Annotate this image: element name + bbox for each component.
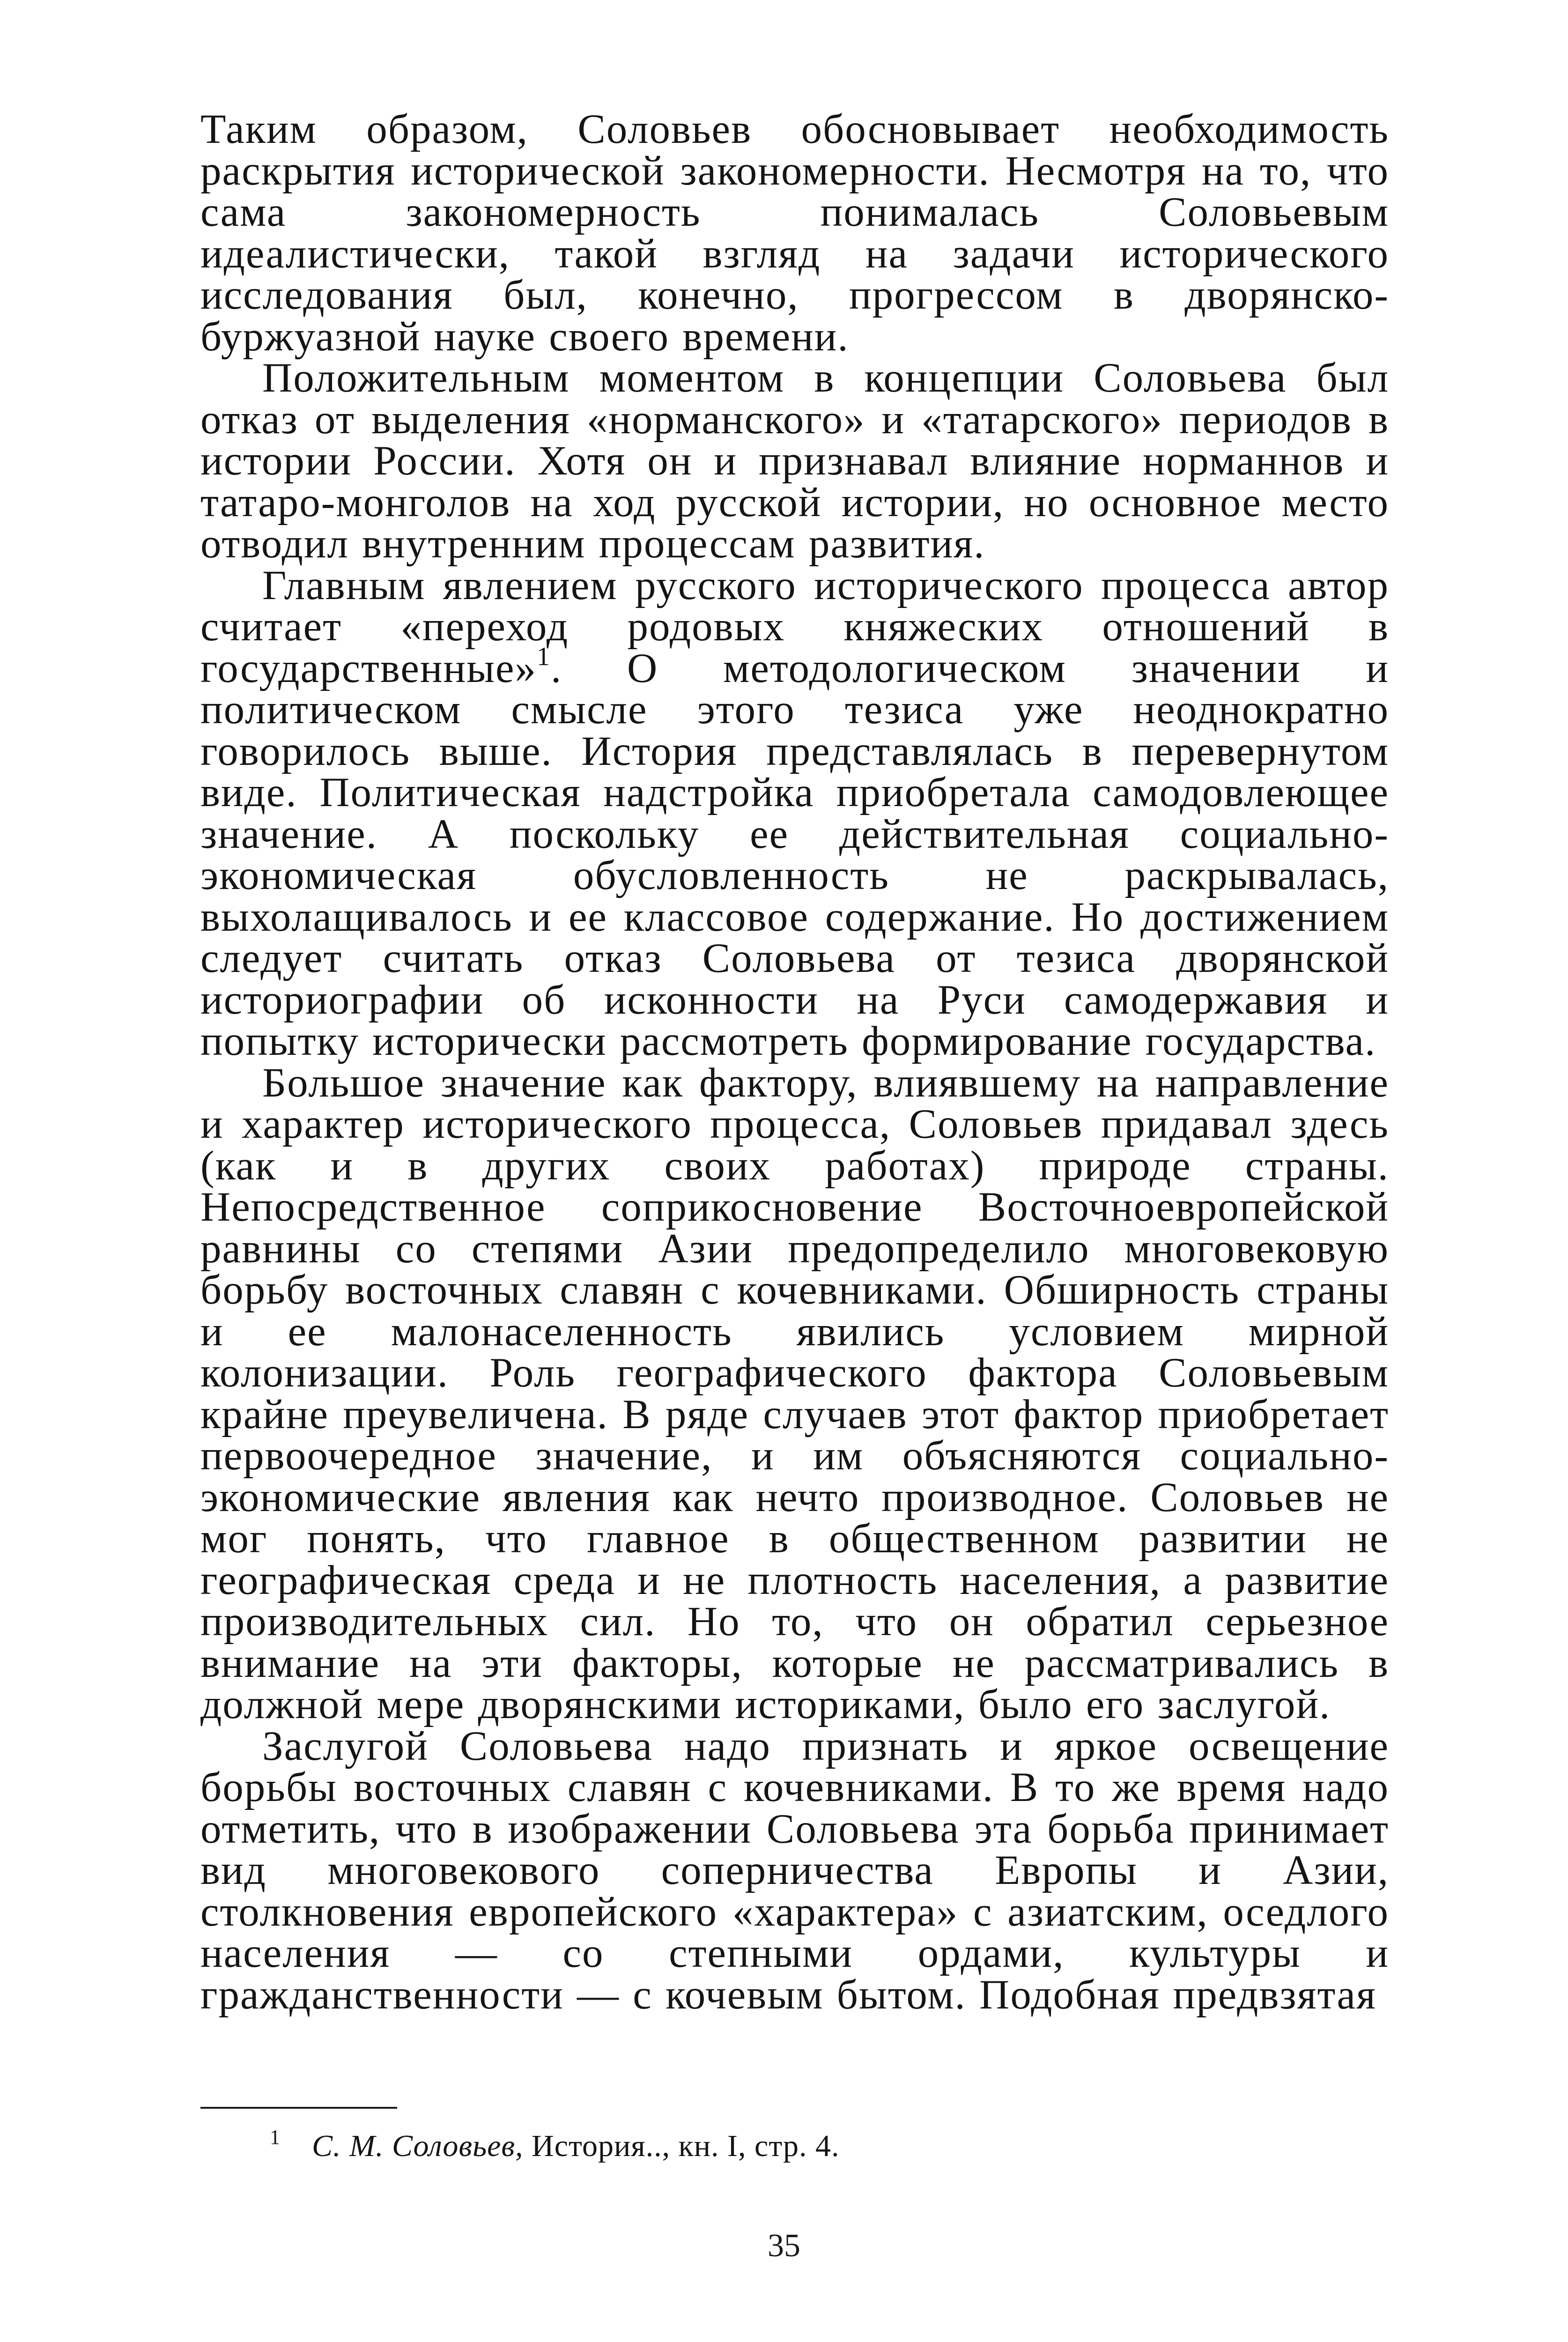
footnote-divider <box>200 2107 397 2109</box>
paragraph-3-text-before-ref: Главным явлением русского исторического процесса автор считает «переход родовых княжеских отношений в государственные» <box>200 562 1389 691</box>
paragraph-5: Заслугой Соловьева надо признать и яркое освещение борьбы восточных славян с кочевниками. В то же время надо отметить, что в изображении Соловьева эта борьба принимает вид многовекового соперничества Европы и Азии, столкновения европейского «характера» с азиатским, оседлого населения — со степными ордами, культуры и гражданственности — с кочевым бытом. Подобная предвзятая <box>200 1723 1389 2018</box>
footnote-source: История.., кн. I, стр. 4. <box>523 2129 840 2163</box>
paragraph-1: Таким образом, Соловьев обосновывает необходимость раскрытия исторической закономерности. Несмотря на то, что сама закономерность понималась Соловьевым идеалистически, такой взгляд на задачи исторического исследования был, конечно, прогрессом в дворянско-буржуазной науке своего времени. <box>200 106 1389 360</box>
paragraph-3-text-after-ref: . О методологическом значении и политическом смысле этого тезиса уже неоднократно говорилось выше. История представлялась в перевернутом виде. Политическая надстройка приобретала самодовлеющее значение. А поскольку ее действительная социально-экономическая обусловленность не раскрывалась, выхолащивалось и ее классовое содержание. Но достижением следует считать отказ Соловьева от тезиса дворянской историографии об исконности на Руси самодержавия и попытку исторически рассмотреть формирование государства. <box>200 645 1389 1064</box>
page-number: 35 <box>768 2228 800 2264</box>
paragraph-3 <box>200 562 1389 1064</box>
paragraph-2: Положительным моментом в концепции Соловьева был отказ от выделения «норманского» и «татарского» периодов в истории России. Хотя он и признавал влияние норманнов и татаро-монголов на ход русской истории, но основное место отводил внутренним процессам развития. <box>200 355 1389 567</box>
paragraph-4: Большое значение как фактору, влиявшему на направление и характер исторического процесса, Соловьев придавал здесь (как и в других своих работах) природе страны. Непосредственное соприкосновение Восточноевропейской равнины со степями Азии предопределило многовековую борьбу восточных славян с кочевниками. Обширность страны и ее малонаселенность явились условием мирной колонизации. Роль географического фактора Соловьевым крайне преувеличена. В ряде случаев этот фактор приобретает первоочередное значение, и им объясняются социально-экономические явления как нечто производное. Соловьев не мог понять, что главное в общественном развитии не географическая среда и не плотность населения, а развитие производительных сил. Но то, что он обратил серьезное внимание на эти факторы, которые не рассматривались в должной мере дворянскими историками, было его заслугой. <box>200 1060 1389 1727</box>
footnote-author: С. М. Соловьев, <box>312 2129 524 2163</box>
footnote-reference[interactable]: 1 <box>536 642 551 671</box>
body-text <box>200 106 1389 2018</box>
footnote: 1 С. М. Соловьев, История.., кн. I, стр. 4. <box>270 2126 840 2163</box>
